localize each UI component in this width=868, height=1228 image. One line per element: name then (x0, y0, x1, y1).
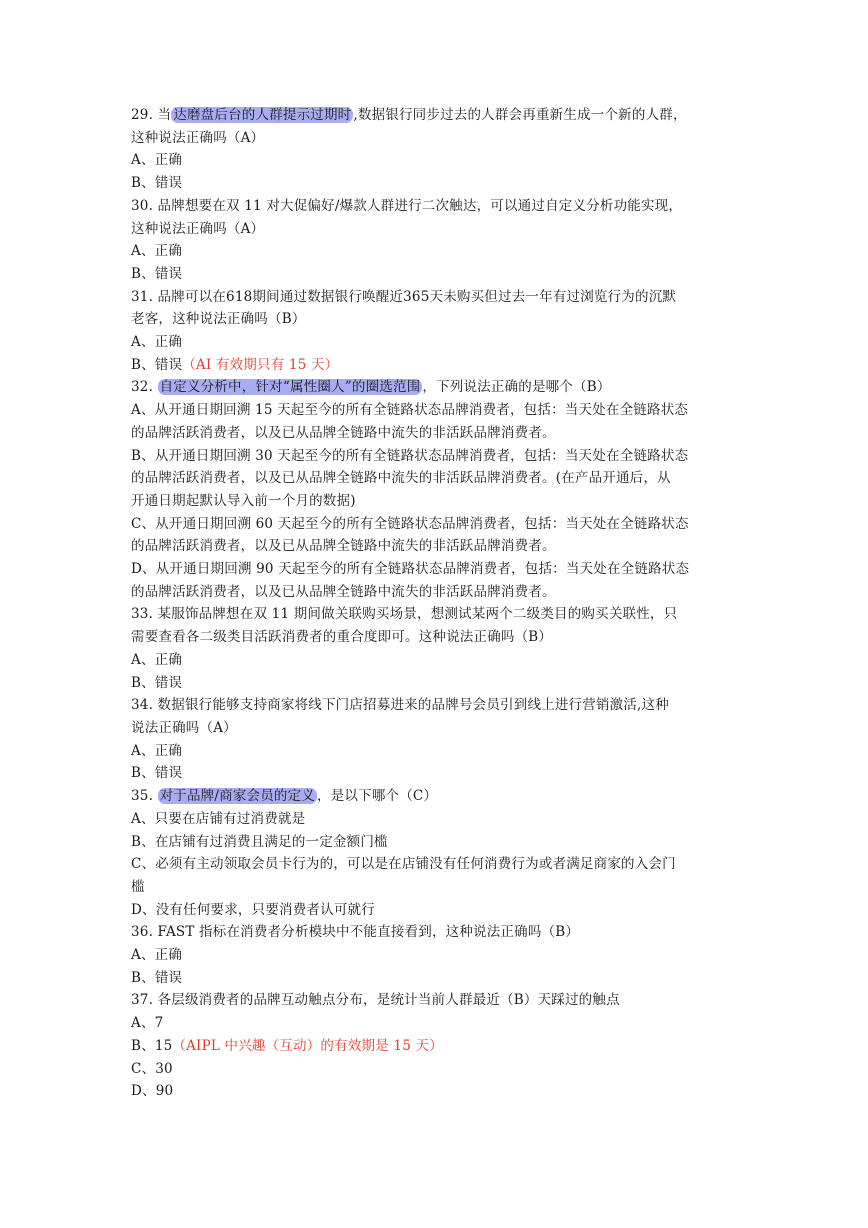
question-35-option-a: A、只要在店铺有过消费就是 (131, 810, 306, 827)
question-31-option-b (131, 354, 771, 377)
question-37-option-a: A、7 (131, 1015, 164, 1032)
question-35-highlight: 对于品牌/商家会员的定义 (159, 788, 316, 805)
question-29-number: 29. 当 (131, 107, 172, 123)
question-32-option-a-line-1: A、从开通日期回溯 15 天起至今的所有全链路状态品牌消费者，包括：当天处在全链路状态 (131, 402, 689, 419)
question-37-option-b (131, 1035, 771, 1058)
question-31-answer-note: （AI 有效期只有 15 天） (182, 356, 339, 373)
question-37-option-b-label: B、15 (131, 1037, 173, 1054)
question-36-option-a: A、正确 (131, 947, 183, 964)
question-30-line-2: 这种说法正确吗（A） (131, 220, 265, 237)
question-32-option-d-line-1: D、从开通日期回溯 90 天起至今的所有全链路状态品牌消费者，包括：当天处在全链路状态 (131, 561, 690, 578)
question-34-line-1: 34. 数据银行能够支持商家将线下门店招募进来的品牌号会员引到线上进行营销激活,这种 (131, 697, 669, 714)
question-33-option-b: B、错误 (131, 674, 183, 691)
question-31-option-a: A、正确 (131, 334, 183, 351)
question-31-line-2: 老客，这种说法正确吗（B） (131, 311, 306, 328)
document-body (131, 104, 771, 1103)
question-37-answer-note: （AIPL 中兴趣（互动）的有效期是 15 天） (172, 1037, 443, 1054)
question-34-option-a: A、正确 (131, 742, 183, 759)
question-37-option-c: C、30 (131, 1060, 173, 1077)
question-29-text: ,数据银行同步过去的人群会再重新生成一个新的人群， (353, 107, 687, 123)
question-33-option-a: A、正确 (131, 651, 183, 668)
question-29-line-1 (131, 104, 771, 127)
question-30-line-1: 30. 品牌想要在双 11 对大促偏好/爆款人群进行二次触达，可以通过自定义分析功能实现， (131, 197, 683, 214)
question-37-line-1: 37. 各层级消费者的品牌互动触点分布，是统计当前人群最近（B）天踩过的触点 (131, 992, 620, 1009)
question-35-number: 35. (131, 788, 158, 805)
question-35-option-d: D、没有任何要求，只要消费者认可就行 (131, 901, 375, 918)
question-33-line-1: 33. 某服饰品牌想在双 11 期间做关联购买场景，想测试某两个二级类目的购买关联性，只 (131, 606, 678, 623)
question-32-line-1 (131, 376, 771, 399)
question-32-highlight: 自定义分析中，针对“属性圈人”的圈选范围 (159, 379, 421, 396)
question-32-text: ，下列说法正确的是哪个（B） (422, 379, 611, 396)
question-29-line-2: 这种说法正确吗（A） (131, 129, 265, 146)
question-35-line-1 (131, 785, 771, 808)
question-32-number: 32. (131, 379, 158, 396)
question-30-option-a: A、正确 (131, 243, 183, 260)
question-30-option-b: B、错误 (131, 265, 183, 282)
question-32-option-c-line-1: C、从开通日期回溯 60 天起至今的所有全链路状态品牌消费者，包括：当天处在全链路状态 (131, 515, 689, 532)
question-35-option-b: B、在店铺有过消费且满足的一定金额门槛 (131, 833, 388, 850)
question-29-highlight: 达磨盘后台的人群提示过期时 (173, 107, 352, 123)
question-31-option-b-label: B、错误 (131, 356, 183, 373)
question-32-option-b-line-2: 的品牌活跃消费者，以及已从品牌全链路中流失的非活跃品牌消费者。(在产品开通后，从 (131, 470, 671, 487)
question-32-option-b-line-1: B、从开通日期回溯 30 天起至今的所有全链路状态品牌消费者，包括：当天处在全链路状态 (131, 447, 689, 464)
question-29-option-a: A、正确 (131, 152, 183, 169)
question-34-line-2: 说法正确吗（A） (131, 719, 237, 736)
question-32-option-d-line-2: 的品牌活跃消费者，以及已从品牌全链路中流失的非活跃品牌消费者。 (131, 583, 556, 600)
question-37-option-d: D、90 (131, 1083, 174, 1100)
question-36-line-1: 36. FAST 指标在消费者分析模块中不能直接看到，这种说法正确吗（B） (131, 924, 580, 941)
question-34-option-b: B、错误 (131, 765, 183, 782)
question-36-option-b: B、错误 (131, 969, 183, 986)
question-32-option-c-line-2: 的品牌活跃消费者，以及已从品牌全链路中流失的非活跃品牌消费者。 (131, 538, 556, 555)
question-32-option-a-line-2: 的品牌活跃消费者，以及已从品牌全链路中流失的非活跃品牌消费者。 (131, 424, 556, 441)
question-32-option-b-line-3: 开通日期起默认导入前一个月的数据) (131, 492, 356, 509)
question-31-line-1: 31. 品牌可以在618期间通过数据银行唤醒近365天未购买但过去一年有过浏览行为的沉默 (131, 288, 677, 305)
question-35-option-c-line-1: C、必须有主动领取会员卡行为的，可以是在店铺没有任何消费行为或者满足商家的入会门 (131, 856, 676, 873)
question-33-line-2: 需要查看各二级类目活跃消费者的重合度即可。这种说法正确吗（B） (131, 629, 553, 646)
question-35-option-c-line-2: 槛 (131, 878, 145, 895)
question-35-text: ，是以下哪个（C） (317, 788, 438, 805)
question-29-option-b: B、错误 (131, 175, 183, 192)
